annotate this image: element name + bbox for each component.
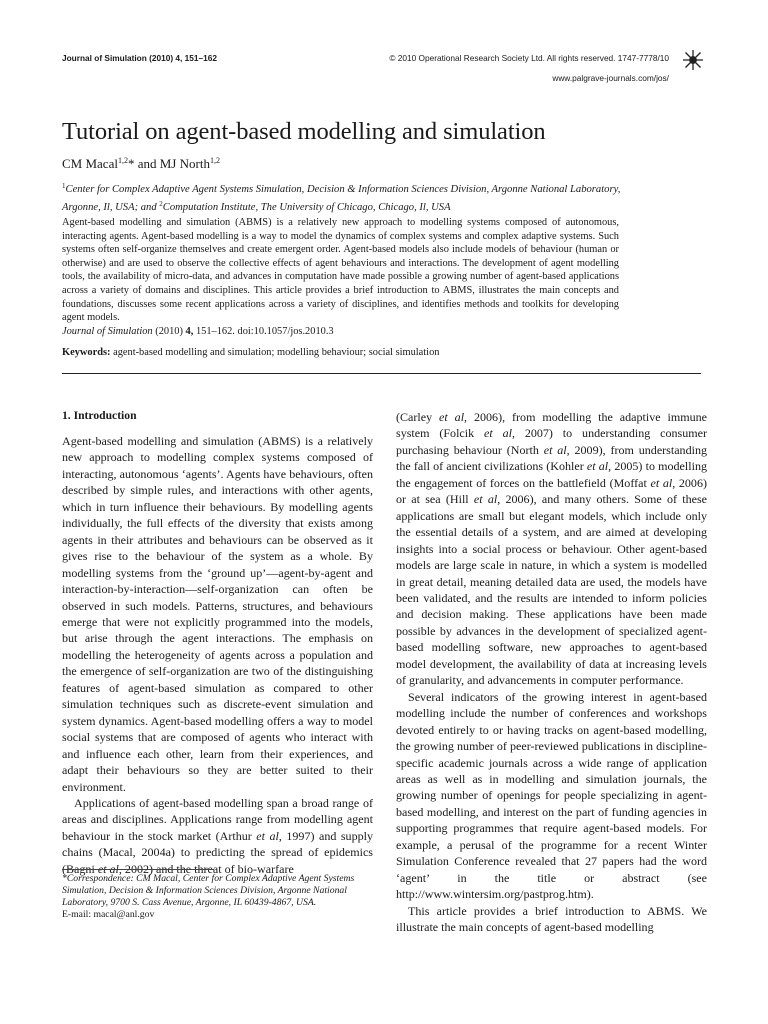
section-divider <box>62 373 701 374</box>
citation-year: (2010) <box>152 325 186 337</box>
footnote-divider <box>62 869 214 870</box>
citation-doi: 151–162. doi:10.1057/jos.2010.3 <box>193 325 334 337</box>
author-name: MJ North <box>159 156 210 171</box>
et-al: et al <box>484 426 512 441</box>
corresponding-author-mark: * <box>127 156 135 171</box>
paragraph-text: , 2006) or at sea (Hill <box>396 475 707 507</box>
journal-url[interactable]: www.palgrave-journals.com/jos/ <box>552 73 669 83</box>
et-al: et al <box>439 410 465 424</box>
correspondence-footnote <box>62 873 373 921</box>
footnote-text: *Correspondence: CM Macal, Center for Complex Adaptive Agent Systems Simulation, Decision & Information Sciences Division, Argonne National Laboratory, 9700 S. Cass Avenue, Argonne, IL 60439-4867, USA. <box>62 873 355 908</box>
paragraph: This article provides a brief introduction to ABMS. We illustrate the main concepts of agent-based modelling <box>396 903 707 935</box>
keywords <box>62 347 439 358</box>
copyright-notice: © 2010 Operational Research Society Ltd. All rights reserved. 1747-7778/10 <box>389 53 669 63</box>
paragraph-text: (Carley <box>396 410 440 424</box>
author-affiliation-mark: 1,2 <box>209 156 220 165</box>
paragraph: Several indicators of the growing interest in agent-based modelling include the number of conferences and workshops devoted entirely to or having tracks on agent-based modelling, the growing number of peer-reviewed publications in discipline-specific academic journals across a wide range of application areas as well as in modelling and simulation journals, the growing number of openings for people specializing in agent-based modelling, and interest on the part of funding agencies in supporting programmes that require agent-based models. For example, a perusal of the programme for a recent Winter Simulation Conference revealed that 27 papers had the word ‘agent’ in the title or abstract (see http://www.wintersim.org/pastprog.htm). <box>396 689 707 902</box>
author-conjunction: and <box>134 156 160 171</box>
affiliation-text: Center for Complex Adaptive Agent Systems Simulation, Decision & Information Sciences Division, Argonne National Laboratory, Argonne, Il, USA; and <box>62 184 621 213</box>
keywords-text: agent-based modelling and simulation; modelling behaviour; social simulation <box>110 347 440 358</box>
et-al: et al <box>256 828 279 843</box>
et-al: et al <box>97 861 119 876</box>
affiliations <box>62 179 622 215</box>
publisher-logo-icon <box>682 49 704 71</box>
paragraph-text: , 2006), and many others. Some of these applications are small but elegant models, which include only the essential details of a system, and are aimed at developing insights into a social process or behaviour. Other agent-based models are large scale in nature, in which a system is modelled in great detail, meaning detailed data are used, the models have been validated, and the results are intended to inform policies and decision making. These applications have been made possible by advances in the development of specialized agent-based modelling software, new approaches to agent-based model development, the availability of data at increasing levels of granularity, and advancements in computer performance. <box>396 492 707 688</box>
abstract <box>62 216 619 338</box>
article-title: Tutorial on agent-based modelling and simulation <box>62 118 546 145</box>
affiliation-text: Computation Institute, The University of Chicago, Chicago, Il, USA <box>162 202 451 213</box>
affiliation-mark: 1 <box>62 182 66 190</box>
paragraph-text: , 1997) and supply chains (Macal, 2004a) to predicting the spread of epidemics (Bagni <box>62 828 374 876</box>
paragraph-text: , 2006), from modelling the adaptive immune system (Folcik <box>396 410 707 441</box>
author-affiliation-mark: 1,2 <box>117 156 128 165</box>
affiliation-mark: 2 <box>159 200 163 208</box>
right-column <box>396 409 707 936</box>
left-column <box>62 433 373 877</box>
author-line <box>62 156 220 172</box>
author-name: CM Macal <box>62 156 118 171</box>
paragraph-text: , 2002) and the threat of bio-warfare <box>118 861 294 876</box>
abstract-body: Agent-based modelling and simulation (ABMS) is a relatively new approach to modelling systems composed of autonomous, interacting agents. Agent-based modelling is a way to model the dynamics of complex systems and complex adaptive systems. Such systems often self-organize themselves and create emergent order. Agent-based models also include models of behaviour (human or otherwise) and are used to observe the collective effects of agent behaviours and interactions. The development of agent modelling tools, the availability of micro-data, and advances in computation have made possible a growing number of agent-based applications across a variety of domains and disciplines. This article provides a brief introduction to ABMS, illustrates the main concepts and foundations, discusses some recent applications across a variety of disciplines, and identifies methods and toolkits for developing agent models. <box>62 217 619 324</box>
et-al: et al <box>473 492 498 507</box>
et-al: et al <box>586 459 609 474</box>
citation-journal: Journal of Simulation <box>62 325 153 337</box>
footnote-email[interactable]: E-mail: macal@anl.gov <box>62 909 155 920</box>
et-al: et al <box>650 475 673 490</box>
keywords-label: Keywords: <box>62 347 111 358</box>
paragraph <box>396 409 707 689</box>
et-al: et al <box>543 442 567 457</box>
paragraph <box>62 795 373 877</box>
journal-reference: Journal of Simulation (2010) 4, 151–162 <box>62 53 217 63</box>
paragraph-text: , 2007) to understanding consumer purchasing behaviour (North <box>396 426 708 457</box>
paragraph-text: , 2005) to modelling the engagement of forces on the battlefield (Moffat <box>396 459 707 490</box>
citation-volume: 4, <box>185 325 194 337</box>
paragraph-text: , 2009), from understanding the fall of ancient civilizations (Kohler <box>396 442 707 474</box>
paragraph-text: Applications of agent-based modelling span a broad range of areas and disciplines. Applications range from modelling agent behaviour in the stock market (Arthur <box>62 795 373 843</box>
paragraph: Agent-based modelling and simulation (ABMS) is a relatively new approach to modelling complex systems composed of interacting, autonomous ‘agents’. Agents have behaviours, often described by simple rules, and interactions with other agents, which in turn influence their behaviours. By modelling agents individually, the full effects of the diversity that exists among agents in their attributes and behaviours can be observed as it gives rise to the behaviour of the system as a whole. By modelling systems from the ‘ground up’—agent-by-agent and interaction-by-interaction—self-organization can often be observed in such models. Patterns, structures, and behaviours emerge that were not explicitly programmed into the models, but arise through the agent interactions. The emphasis on modelling the heterogeneity of agents across a population and the emergence of self-organization are two of the distinguishing features of agent-based simulation as compared to other simulation techniques such as discrete-event simulation and system dynamics. Agent-based modelling offers a way to model social systems that are composed of agents who interact with and influence each other, learn from their experiences, and adapt their behaviours so they are better suited to their environment. <box>62 434 373 794</box>
section-heading: 1. Introduction <box>62 409 137 422</box>
